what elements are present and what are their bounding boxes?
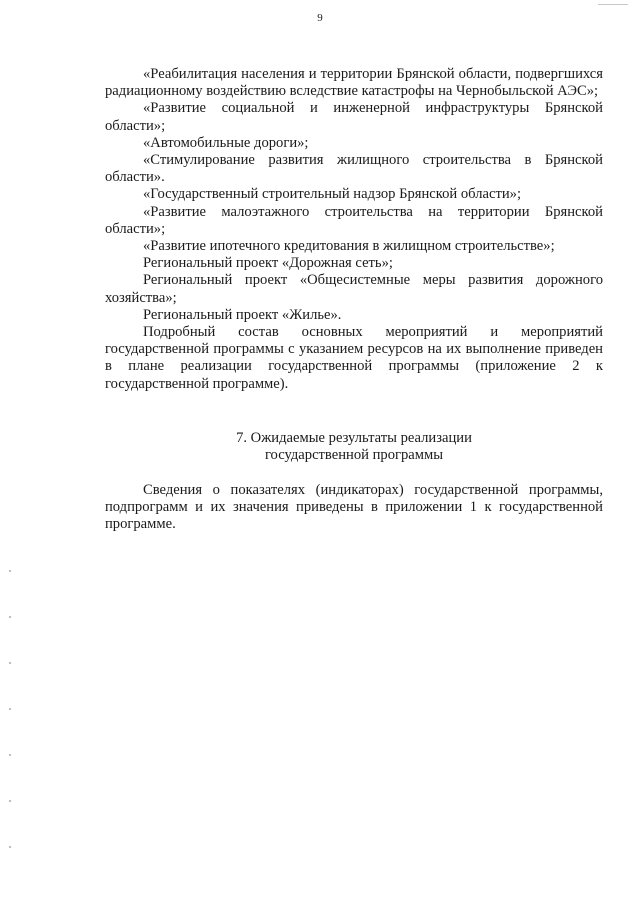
paragraph-detailed-composition: Подробный состав основных мероприятий и мероприятий государственной программы с указанием ресурсов на их выполнение приведен в плане реализации государственной программы (приложение 2 к государственной программе). <box>105 324 603 392</box>
paragraph-project-road-measures: Региональный проект «Общесистемные меры развития дорожного хозяйства»; <box>105 272 603 306</box>
paragraph-social-infrastructure: «Развитие социальной и инженерной инфраструктуры Брянской области»; <box>105 100 603 134</box>
section-heading <box>105 430 603 465</box>
paragraph-rehabilitation: «Реабилитация населения и территории Брянской области, подвергшихся радиационному воздействию вследствие катастрофы на Чернобыльской АЭС»; <box>105 66 603 100</box>
scan-mark-top-right <box>598 4 628 5</box>
paragraph-housing-stimulation: «Стимулирование развития жилищного строительства в Брянской области». <box>105 152 603 186</box>
scan-edge-marks <box>9 570 11 890</box>
page-number: 9 <box>317 12 323 24</box>
paragraph-mortgage-lending: «Развитие ипотечного кредитования в жилищном строительстве»; <box>143 238 555 255</box>
paragraph-low-rise-construction: «Развитие малоэтажного строительства на территории Брянской области»; <box>105 203 603 237</box>
section-heading-line-1: 7. Ожидаемые результаты реализации <box>236 430 472 446</box>
section-text <box>105 482 603 534</box>
section-heading-line-2: государственной программы <box>264 447 444 464</box>
paragraph-project-road-network: Региональный проект «Дорожная сеть»; <box>143 255 393 272</box>
body-text <box>105 66 603 393</box>
paragraph-roads: «Автомобильные дороги»; <box>143 134 309 151</box>
paragraph-project-housing: Региональный проект «Жилье». <box>143 306 342 323</box>
paragraph-construction-supervision: «Государственный строительный надзор Брянской области»; <box>143 186 522 203</box>
paragraph-indicators: Сведения о показателях (индикаторах) государственной программы, подпрограмм и их значения приведены в приложении 1 к государственной программе. <box>105 482 603 533</box>
